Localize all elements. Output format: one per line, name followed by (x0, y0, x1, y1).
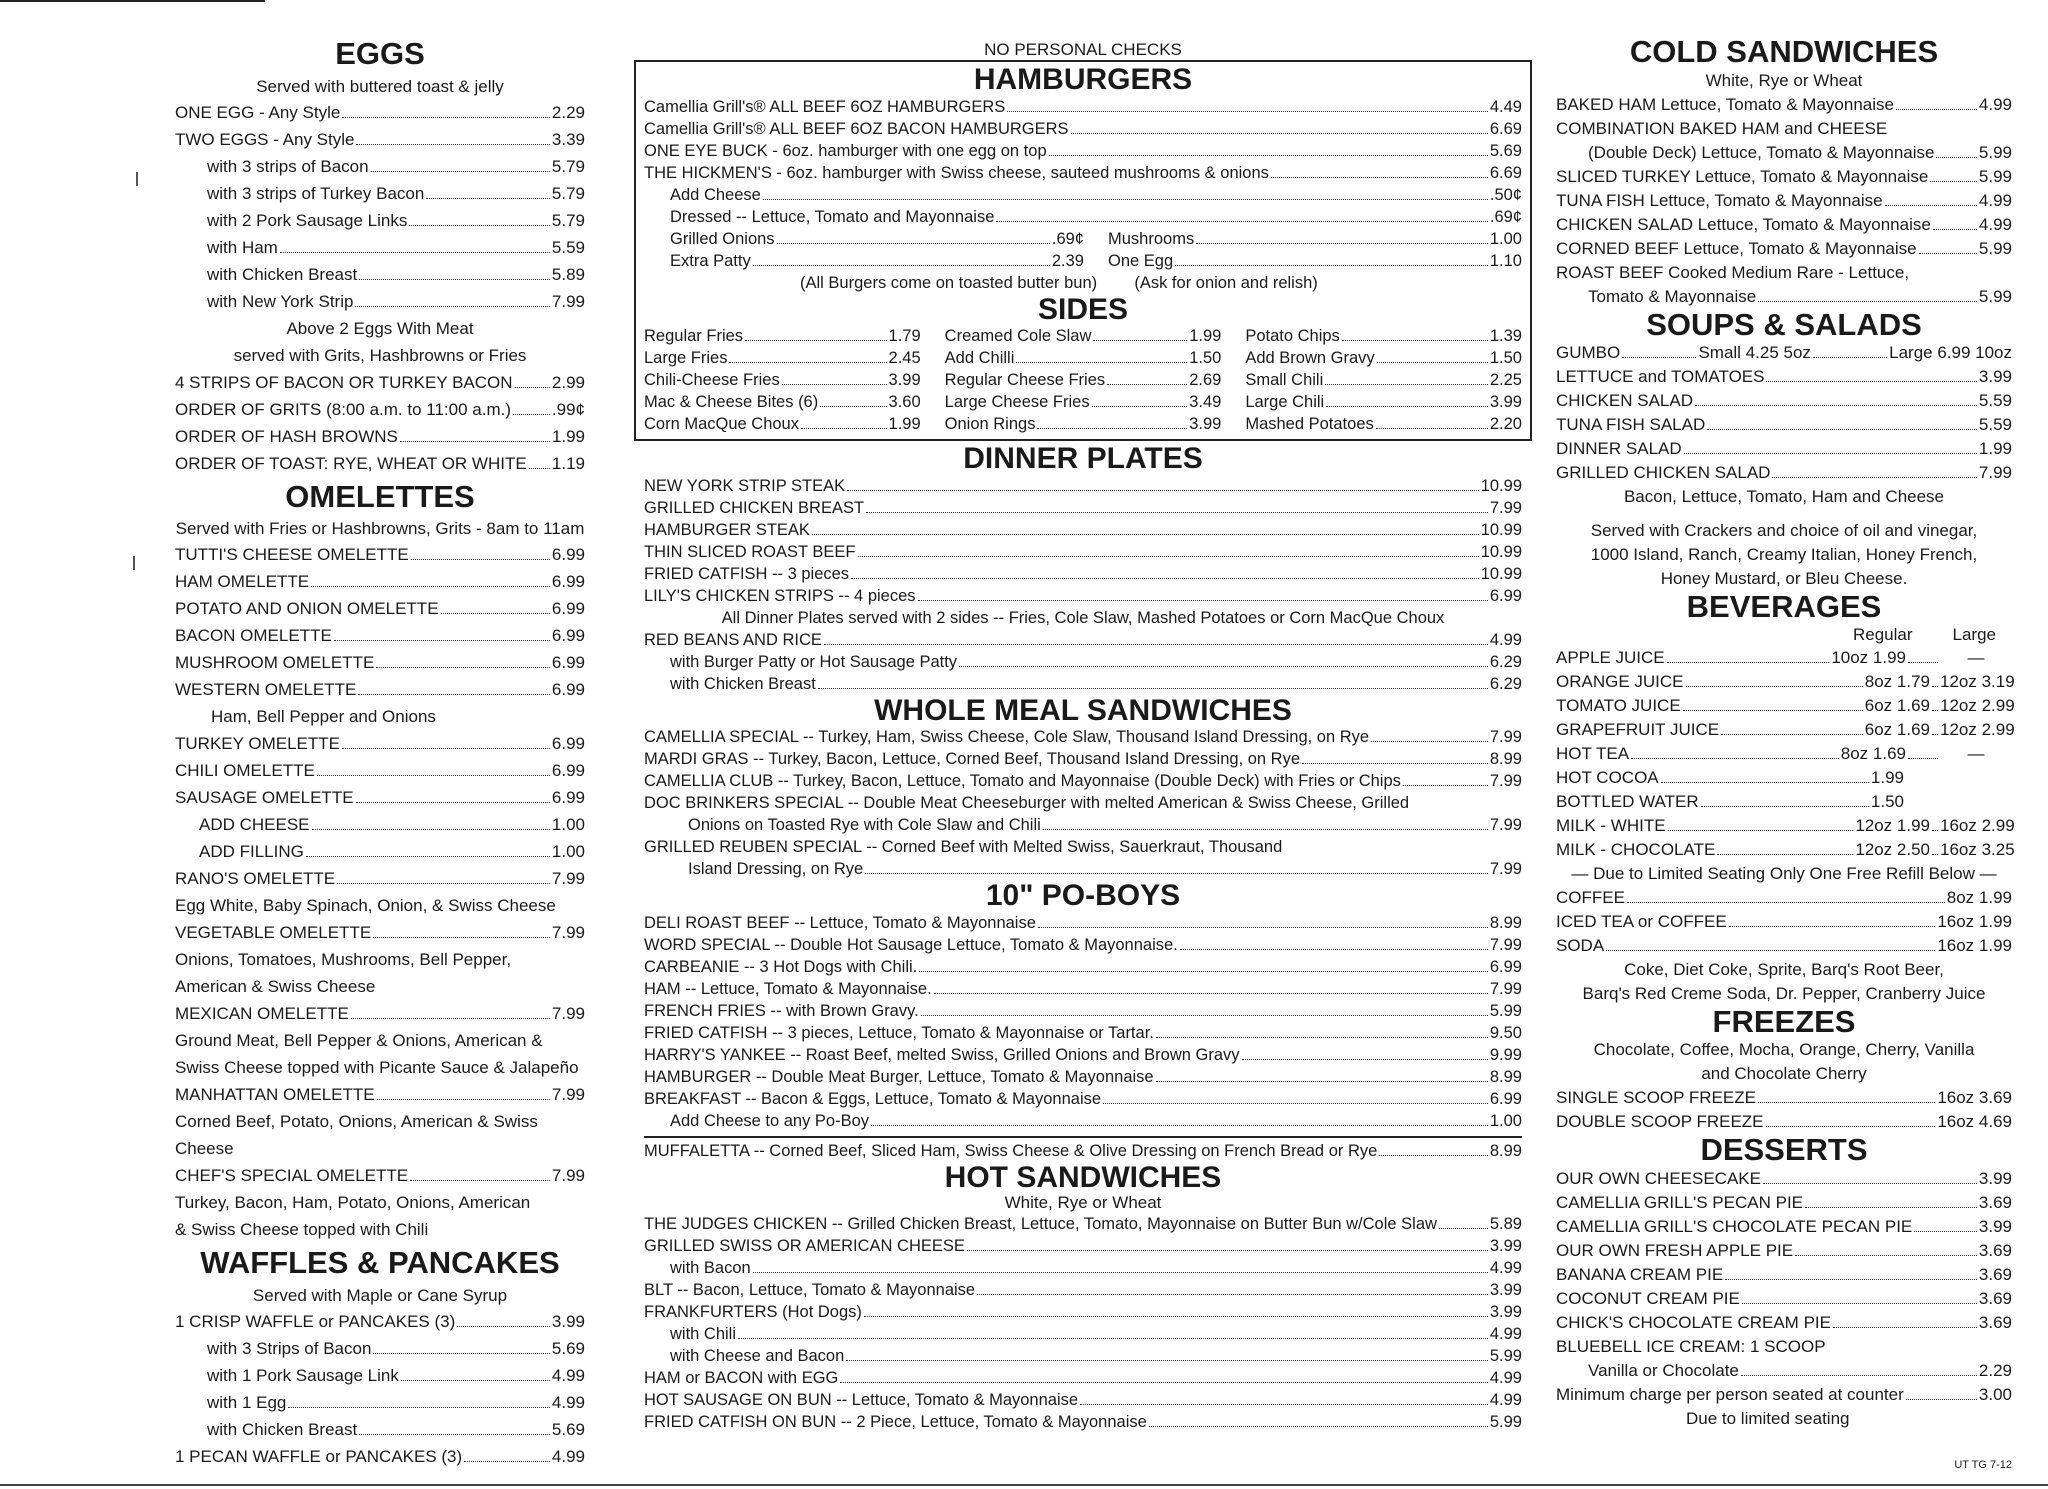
menu-item: TUNA FISH Lettuce, Tomato & Mayonnaise 4.99 (1556, 190, 2012, 210)
menu-item: CHICK'S CHOCOLATE CREAM PIE 3.69 (1556, 1312, 2012, 1332)
right-column (1556, 34, 2015, 1431)
menu-item: Regular Cheese Fries 2.69 (944, 371, 1222, 389)
menu-item: THIN SLICED ROAST BEEF 10.99 (644, 542, 1522, 561)
minimum-charge: Minimum charge per person seated at counter 3.00 (1556, 1384, 2012, 1404)
item-description: Onions, Tomatoes, Mushrooms, Bell Pepper, (175, 950, 512, 970)
menu-item: TWO EGGS - Any Style 3.39 (175, 129, 585, 149)
menu-item: HAM -- Lettuce, Tomato & Mayonnaise. 7.99 (644, 979, 1522, 998)
menu-item: TUNA FISH SALAD 5.59 (1556, 415, 2012, 435)
menu-item: 1 PECAN WAFFLE or PANCAKES (3) 4.99 (175, 1446, 585, 1466)
hamburgers-sides-box (634, 60, 1532, 441)
menu-item: FRIED CATFISH -- 3 pieces, Lettuce, Tomato & Mayonnaise or Tartar. 9.50 (644, 1023, 1522, 1042)
menu-item: HAMBURGER -- Double Meat Burger, Lettuce, Tomato & Mayonnaise 8.99 (644, 1067, 1522, 1086)
menu-item: Creamed Cole Slaw 1.99 (944, 327, 1222, 345)
menu-item: BANANA CREAM PIE 3.69 (1556, 1264, 2012, 1284)
menu-item: Onion Rings 3.99 (944, 415, 1222, 433)
menu-item: FRIED CATFISH -- 3 pieces 10.99 (644, 564, 1522, 583)
soda-list: Coke, Diet Coke, Sprite, Barq's Root Beer, (1624, 959, 1944, 979)
section-title-eggs: EGGS (335, 36, 425, 71)
middle-body (634, 443, 1532, 1433)
item-description: Ham, Bell Pepper and Onions (211, 707, 436, 727)
menu-item: POTATO AND ONION OMELETTE 6.99 (175, 599, 585, 619)
dinner-note: All Dinner Plates served with 2 sides -- Fries, Cole Slaw, Mashed Potatoes or Corn MacQue Choux (721, 608, 1445, 627)
margin-mark (133, 556, 135, 570)
menu-item: 1 CRISP WAFFLE or PANCAKES (3) 3.99 (175, 1311, 585, 1331)
section-title-beverages: BEVERAGES (1686, 589, 1882, 625)
menu-item: TURKEY OMELETTE 6.99 (175, 734, 585, 754)
item-description: GRILLED REUBEN SPECIAL -- Corned Beef with Melted Swiss, Sauerkraut, Thousand (644, 838, 1283, 856)
eggs-note: Above 2 Eggs With Meat (286, 318, 474, 338)
item-description: Swiss Cheese topped with Picante Sauce & Jalapeño (175, 1058, 579, 1078)
menu-item: ORDER OF GRITS (8:00 a.m. to 11:00 a.m.) .99¢ (175, 399, 585, 419)
menu-item: DOUBLE SCOOP FREEZE 16oz 4.69 (1556, 1112, 2012, 1132)
menu-item: BLT -- Bacon, Lettuce, Tomato & Mayonnaise 3.99 (644, 1281, 1522, 1299)
dressing-note: 1000 Island, Ranch, Creamy Italian, Honey French, (1590, 545, 1978, 565)
menu-item: with Chicken Breast 5.89 (207, 264, 585, 284)
menu-item: with 2 Pork Sausage Links 5.79 (207, 210, 585, 230)
menu-item: HOT SAUSAGE ON BUN -- Lettuce, Tomato & Mayonnaise 4.99 (644, 1391, 1522, 1409)
item-description: DOC BRINKERS SPECIAL -- Double Meat Cheeseburger with melted American & Swiss Cheese, Grilled (644, 794, 1410, 812)
item-description: ROAST BEEF Cooked Medium Rare - Lettuce, (1556, 262, 1910, 282)
menu-item: Grilled Onions .69¢ (670, 229, 1084, 248)
item-description: Ground Meat, Bell Pepper & Onions, American & (175, 1031, 543, 1051)
menu-item: MARDI GRAS -- Turkey, Bacon, Lettuce, Corned Beef, Thousand Island Dressing, on Rye 8.99 (644, 750, 1522, 768)
menu-item: CAMELLIA GRILL'S CHOCOLATE PECAN PIE 3.99 (1556, 1216, 2012, 1236)
freeze-flavors: Chocolate, Coffee, Mocha, Orange, Cherry, Vanilla (1593, 1040, 1975, 1060)
burger-notes (644, 272, 1522, 294)
regular-label: Regular (1852, 624, 1913, 644)
menu-item: with Bacon 4.99 (670, 1259, 1522, 1277)
menu-item: Corn MacQue Choux 1.99 (644, 415, 921, 433)
menu-item: THE HICKMEN'S - 6oz. hamburger with Swiss cheese, sauteed mushrooms & onions 6.69 (644, 163, 1522, 182)
menu-item: HOT COCOA 1.99 (1556, 767, 1904, 787)
top-rule (0, 0, 265, 2)
menu-item: COFFEE 8oz 1.99 (1556, 887, 2012, 907)
menu-item: ORDER OF TOAST: RYE, WHEAT OR WHITE 1.19 (175, 453, 585, 473)
menu-item: FRIED CATFISH ON BUN -- 2 Piece, Lettuce, Tomato & Mayonnaise 5.99 (644, 1413, 1522, 1431)
menu-item: with 1 Pork Sausage Link 4.99 (207, 1365, 585, 1385)
menu-item: MILK - WHITE 12oz 1.99 16oz 2.99 (1556, 815, 2015, 835)
large-label: Large (1952, 624, 1996, 644)
menu-item: FRANKFURTERS (Hot Dogs) 3.99 (644, 1303, 1522, 1321)
hamburger-extras (644, 228, 1522, 272)
section-title-desserts: DESSERTS (1700, 1132, 1868, 1168)
menu-item: MUFFALETTA -- Corned Beef, Sliced Ham, Swiss Cheese & Olive Dressing on French Bread or Rye 8.99 (644, 1141, 1522, 1160)
menu-item: Add Chilli 1.50 (944, 349, 1222, 367)
menu-item: OUR OWN FRESH APPLE PIE 3.69 (1556, 1240, 2012, 1260)
print-code: UT TG 7-12 (1954, 1459, 2012, 1471)
menu-item: LETTUCE and TOMATOES 3.99 (1556, 367, 2012, 387)
margin-mark (136, 172, 138, 186)
menu-item: Large Chili 3.99 (1245, 393, 1522, 411)
menu-item: LILY'S CHICKEN STRIPS -- 4 pieces 6.99 (644, 586, 1522, 605)
menu-item: SAUSAGE OMELETTE 6.99 (175, 788, 585, 808)
item-description: American & Swiss Cheese (175, 977, 376, 997)
item-description: & Swiss Cheese topped with Chili (175, 1220, 429, 1240)
menu-item: Dressed -- Lettuce, Tomato and Mayonnaise .69¢ (670, 207, 1522, 226)
item-description: Bacon, Lettuce, Tomato, Ham and Cheese (1623, 487, 1945, 507)
menu-item: Camellia Grill's® ALL BEEF 6OZ HAMBURGERS 4.49 (644, 97, 1522, 116)
menu-item: CHILI OMELETTE 6.99 (175, 761, 585, 781)
dressing-note: Honey Mustard, or Bleu Cheese. (1660, 569, 1908, 589)
freeze-flavors: and Chocolate Cherry (1701, 1064, 1867, 1084)
menu-item: Tomato & Mayonnaise 5.99 (1588, 286, 2012, 306)
menu-item: DINNER SALAD 1.99 (1556, 439, 2012, 459)
menu-item: DELI ROAST BEEF -- Lettuce, Tomato & Mayonnaise 8.99 (644, 913, 1522, 932)
item-description: Turkey, Bacon, Ham, Potato, Onions, American (175, 1193, 531, 1213)
section-title-poboys: 10" PO-BOYS (985, 879, 1181, 912)
menu-item: with Chili 4.99 (670, 1325, 1522, 1343)
menu-item: MILK - CHOCOLATE 12oz 2.50 16oz 3.25 (1556, 839, 2015, 859)
menu-item: ONE EYE BUCK - 6oz. hamburger with one egg on top 5.69 (644, 141, 1522, 160)
section-title-whole-meal: WHOLE MEAL SANDWICHES (874, 693, 1292, 727)
divider (644, 1136, 1522, 1138)
menu-item: with Ham 5.59 (207, 237, 585, 257)
menu-item: SLICED TURKEY Lettuce, Tomato & Mayonnaise 5.99 (1556, 166, 2012, 186)
menu-item: Small Chili 2.25 (1245, 371, 1522, 389)
menu-item: with Chicken Breast 5.69 (207, 1419, 585, 1439)
section-title-waffles: WAFFLES & PANCAKES (200, 1245, 560, 1281)
menu-item: TOMATO JUICE 6oz 1.69 12oz 2.99 (1556, 695, 2015, 715)
menu-item: NEW YORK STRIP STEAK 10.99 (644, 476, 1522, 495)
menu-item: (Double Deck) Lettuce, Tomato & Mayonnaise 5.99 (1588, 142, 2012, 162)
menu-item: RED BEANS AND RICE 4.99 (644, 630, 1522, 649)
menu-item: HAM OMELETTE 6.99 (175, 572, 585, 592)
omelettes-subtitle: Served with Fries or Hashbrowns, Grits - 8am to 11am (175, 519, 585, 539)
sides-grid (644, 325, 1522, 435)
menu-item: BACON OMELETTE 6.99 (175, 626, 585, 646)
section-title-freezes: FREEZES (1712, 1003, 1856, 1039)
menu-item: Mac & Cheese Bites (6) 3.60 (644, 393, 921, 411)
item-description: Corned Beef, Potato, Onions, American & Swiss Cheese (175, 1112, 538, 1159)
section-title-sides: SIDES (1037, 292, 1129, 326)
ice-cream-label: BLUEBELL ICE CREAM: 1 SCOOP (1556, 1336, 1826, 1356)
soda-list: Barq's Red Creme Soda, Dr. Pepper, Cranberry Juice (1582, 983, 1986, 1003)
menu-item: TUTTI'S CHEESE OMELETTE 6.99 (175, 545, 585, 565)
menu-item: HARRY'S YANKEE -- Roast Beef, melted Swiss, Grilled Onions and Brown Gravy 9.99 (644, 1045, 1522, 1064)
menu-item: Add Cheese to any Po-Boy 1.00 (670, 1111, 1522, 1130)
section-title-cold-sandwiches: COLD SANDWICHES (1629, 34, 1939, 69)
menu-item: GUMBO Small 4.25 5oz Large 6.99 10oz (1556, 343, 2013, 363)
menu-item: HAMBURGER STEAK 10.99 (644, 520, 1522, 539)
menu-item: GRAPEFRUIT JUICE 6oz 1.69 12oz 2.99 (1556, 719, 2015, 739)
limited-seating-note: Due to limited seating (1686, 1408, 1850, 1428)
menu-item: with New York Strip 7.99 (207, 291, 585, 311)
menu-item: with Chicken Breast 6.29 (670, 674, 1522, 693)
menu-item: CHICKEN SALAD Lettuce, Tomato & Mayonnaise 4.99 (1556, 214, 2012, 234)
menu-item: COCONUT CREAM PIE 3.69 (1556, 1288, 2012, 1308)
menu-item: WESTERN OMELETTE 6.99 (175, 680, 585, 700)
menu-item: ONE EGG - Any Style 2.29 (175, 102, 585, 122)
menu-item: MEXICAN OMELETTE 7.99 (175, 1004, 585, 1024)
menu-item: Island Dressing, on Rye 7.99 (688, 860, 1522, 878)
menu-item: APPLE JUICE 10oz 1.99 — (1556, 647, 1985, 667)
menu-item: with 3 Strips of Bacon 5.69 (207, 1338, 585, 1358)
cold-subtitle: White, Rye or Wheat (1705, 70, 1863, 90)
menu-item: ORANGE JUICE 8oz 1.79 12oz 3.19 (1556, 671, 2015, 691)
menu-item: MUSHROOM OMELETTE 6.99 (175, 653, 585, 673)
menu-item: BREAKFAST -- Bacon & Eggs, Lettuce, Tomato & Mayonnaise 6.99 (644, 1089, 1522, 1108)
menu-item: CORNED BEEF Lettuce, Tomato & Mayonnaise 5.99 (1556, 238, 2012, 258)
menu-item: Potato Chips 1.39 (1245, 327, 1522, 345)
section-title-dinner: DINNER PLATES (963, 442, 1203, 475)
eggs-note: served with Grits, Hashbrowns or Fries (233, 345, 527, 365)
section-title-omelettes: OMELETTES (285, 478, 475, 514)
menu-item: SODA 16oz 1.99 (1556, 935, 2012, 955)
menu-item: Mashed Potatoes 2.20 (1245, 415, 1522, 433)
burger-note-bun: (All Burgers come on toasted butter bun) (800, 273, 1098, 292)
menu-item: RANO'S OMELETTE 7.99 (175, 869, 585, 889)
menu-item: OUR OWN CHEESECAKE 3.99 (1556, 1168, 2012, 1188)
menu-item: ADD FILLING 1.00 (199, 842, 585, 862)
menu-item: VEGETABLE OMELETTE 7.99 (175, 923, 585, 943)
menu-item: BAKED HAM Lettuce, Tomato & Mayonnaise 4.99 (1556, 94, 2012, 114)
refill-note: — Due to Limited Seating Only One Free Refill Below — (1571, 863, 1997, 883)
menu-item: Regular Fries 1.79 (644, 327, 921, 345)
menu-item: GRILLED CHICKEN BREAST 7.99 (644, 498, 1522, 517)
section-title-hamburgers: HAMBURGERS (973, 63, 1193, 96)
menu-item: Onions on Toasted Rye with Cole Slaw and Chili 7.99 (688, 816, 1522, 834)
menu-item: HAM or BACON with EGG 4.99 (644, 1369, 1522, 1387)
menu-item: SINGLE SCOOP FREEZE 16oz 3.69 (1556, 1088, 2012, 1108)
menu-item: Mushrooms 1.00 (1108, 229, 1522, 248)
menu-item: with 1 Egg 4.99 (207, 1392, 585, 1412)
bottom-rule (0, 1484, 2048, 1486)
burger-note-onion: (Ask for onion and relish) (1134, 273, 1318, 292)
menu-item: with Cheese and Bacon 5.99 (670, 1347, 1522, 1365)
left-column (175, 38, 585, 1470)
menu-item: FRENCH FRIES -- with Brown Gravy. 5.99 (644, 1001, 1522, 1020)
menu-item: Add Brown Gravy 1.50 (1245, 349, 1522, 367)
menu-item: with 3 strips of Bacon 5.79 (207, 156, 585, 176)
menu-item: GRILLED CHICKEN SALAD 7.99 (1556, 463, 2012, 483)
eggs-subtitle: Served with buttered toast & jelly (256, 76, 504, 96)
menu-item: Large Fries 2.45 (644, 349, 921, 367)
menu-item: BOTTLED WATER 1.50 (1556, 791, 1904, 811)
menu-item: HOT TEA 8oz 1.69 — (1556, 743, 1985, 763)
middle-column (634, 40, 1532, 1433)
menu-item: CAMELLIA SPECIAL -- Turkey, Ham, Swiss Cheese, Cole Slaw, Thousand Island Dressing, on Rye 7.99 (644, 728, 1522, 746)
menu-item: WORD SPECIAL -- Double Hot Sausage Lettuce, Tomato & Mayonnaise. 7.99 (644, 935, 1522, 954)
section-title-hot-sandwiches: HOT SANDWICHES (944, 1160, 1222, 1194)
menu-item: One Egg 1.10 (1108, 251, 1522, 270)
menu-item: Vanilla or Chocolate 2.29 (1588, 1360, 2012, 1380)
menu-item: CAMELLIA GRILL'S PECAN PIE 3.69 (1556, 1192, 2012, 1212)
beverage-size-header (1556, 624, 2012, 646)
section-title-soups: SOUPS & SALADS (1646, 306, 1922, 342)
menu-item: CHICKEN SALAD 5.59 (1556, 391, 2012, 411)
menu-item: ICED TEA or COFFEE 16oz 1.99 (1556, 911, 2012, 931)
menu-item: 4 STRIPS OF BACON OR TURKEY BACON 2.99 (175, 372, 585, 392)
menu-item: CHEF'S SPECIAL OMELETTE 7.99 (175, 1166, 585, 1186)
menu-item: Camellia Grill's® ALL BEEF 6OZ BACON HAMBURGERS 6.69 (644, 119, 1522, 138)
menu-item: CARBEANIE -- 3 Hot Dogs with Chili. 6.99 (644, 957, 1522, 976)
dressing-note: Served with Crackers and choice of oil and vinegar, (1590, 521, 1978, 541)
item-description: COMBINATION BAKED HAM and CHEESE (1556, 118, 1888, 138)
menu-item: Chili-Cheese Fries 3.99 (644, 371, 921, 389)
menu-item: with 3 strips of Turkey Bacon 5.79 (207, 183, 585, 203)
hot-subtitle: White, Rye or Wheat (1004, 1193, 1162, 1212)
menu-item: ADD CHEESE 1.00 (199, 815, 585, 835)
menu-item: CAMELLIA CLUB -- Turkey, Bacon, Lettuce, Tomato and Mayonnaise (Double Deck) with Fries or Chips 7.99 (644, 772, 1522, 790)
item-description: Egg White, Baby Spinach, Onion, & Swiss Cheese (175, 896, 556, 916)
waffles-subtitle: Served with Maple or Cane Syrup (252, 1285, 508, 1305)
menu-item: MANHATTAN OMELETTE 7.99 (175, 1085, 585, 1105)
menu-item: Add Cheese .50¢ (670, 185, 1522, 204)
menu-item: Large Cheese Fries 3.49 (944, 393, 1222, 411)
menu-item: ORDER OF HASH BROWNS 1.99 (175, 426, 585, 446)
menu-item: Extra Patty 2.39 (670, 251, 1084, 270)
menu-item: with Burger Patty or Hot Sausage Patty 6.29 (670, 652, 1522, 671)
menu-item: GRILLED SWISS OR AMERICAN CHEESE 3.99 (644, 1237, 1522, 1255)
no-checks-notice: NO PERSONAL CHECKS (984, 40, 1182, 59)
menu-item: THE JUDGES CHICKEN -- Grilled Chicken Breast, Lettuce, Tomato, Mayonnaise on Butter Bun w/Cole Slaw 5.89 (644, 1215, 1522, 1233)
